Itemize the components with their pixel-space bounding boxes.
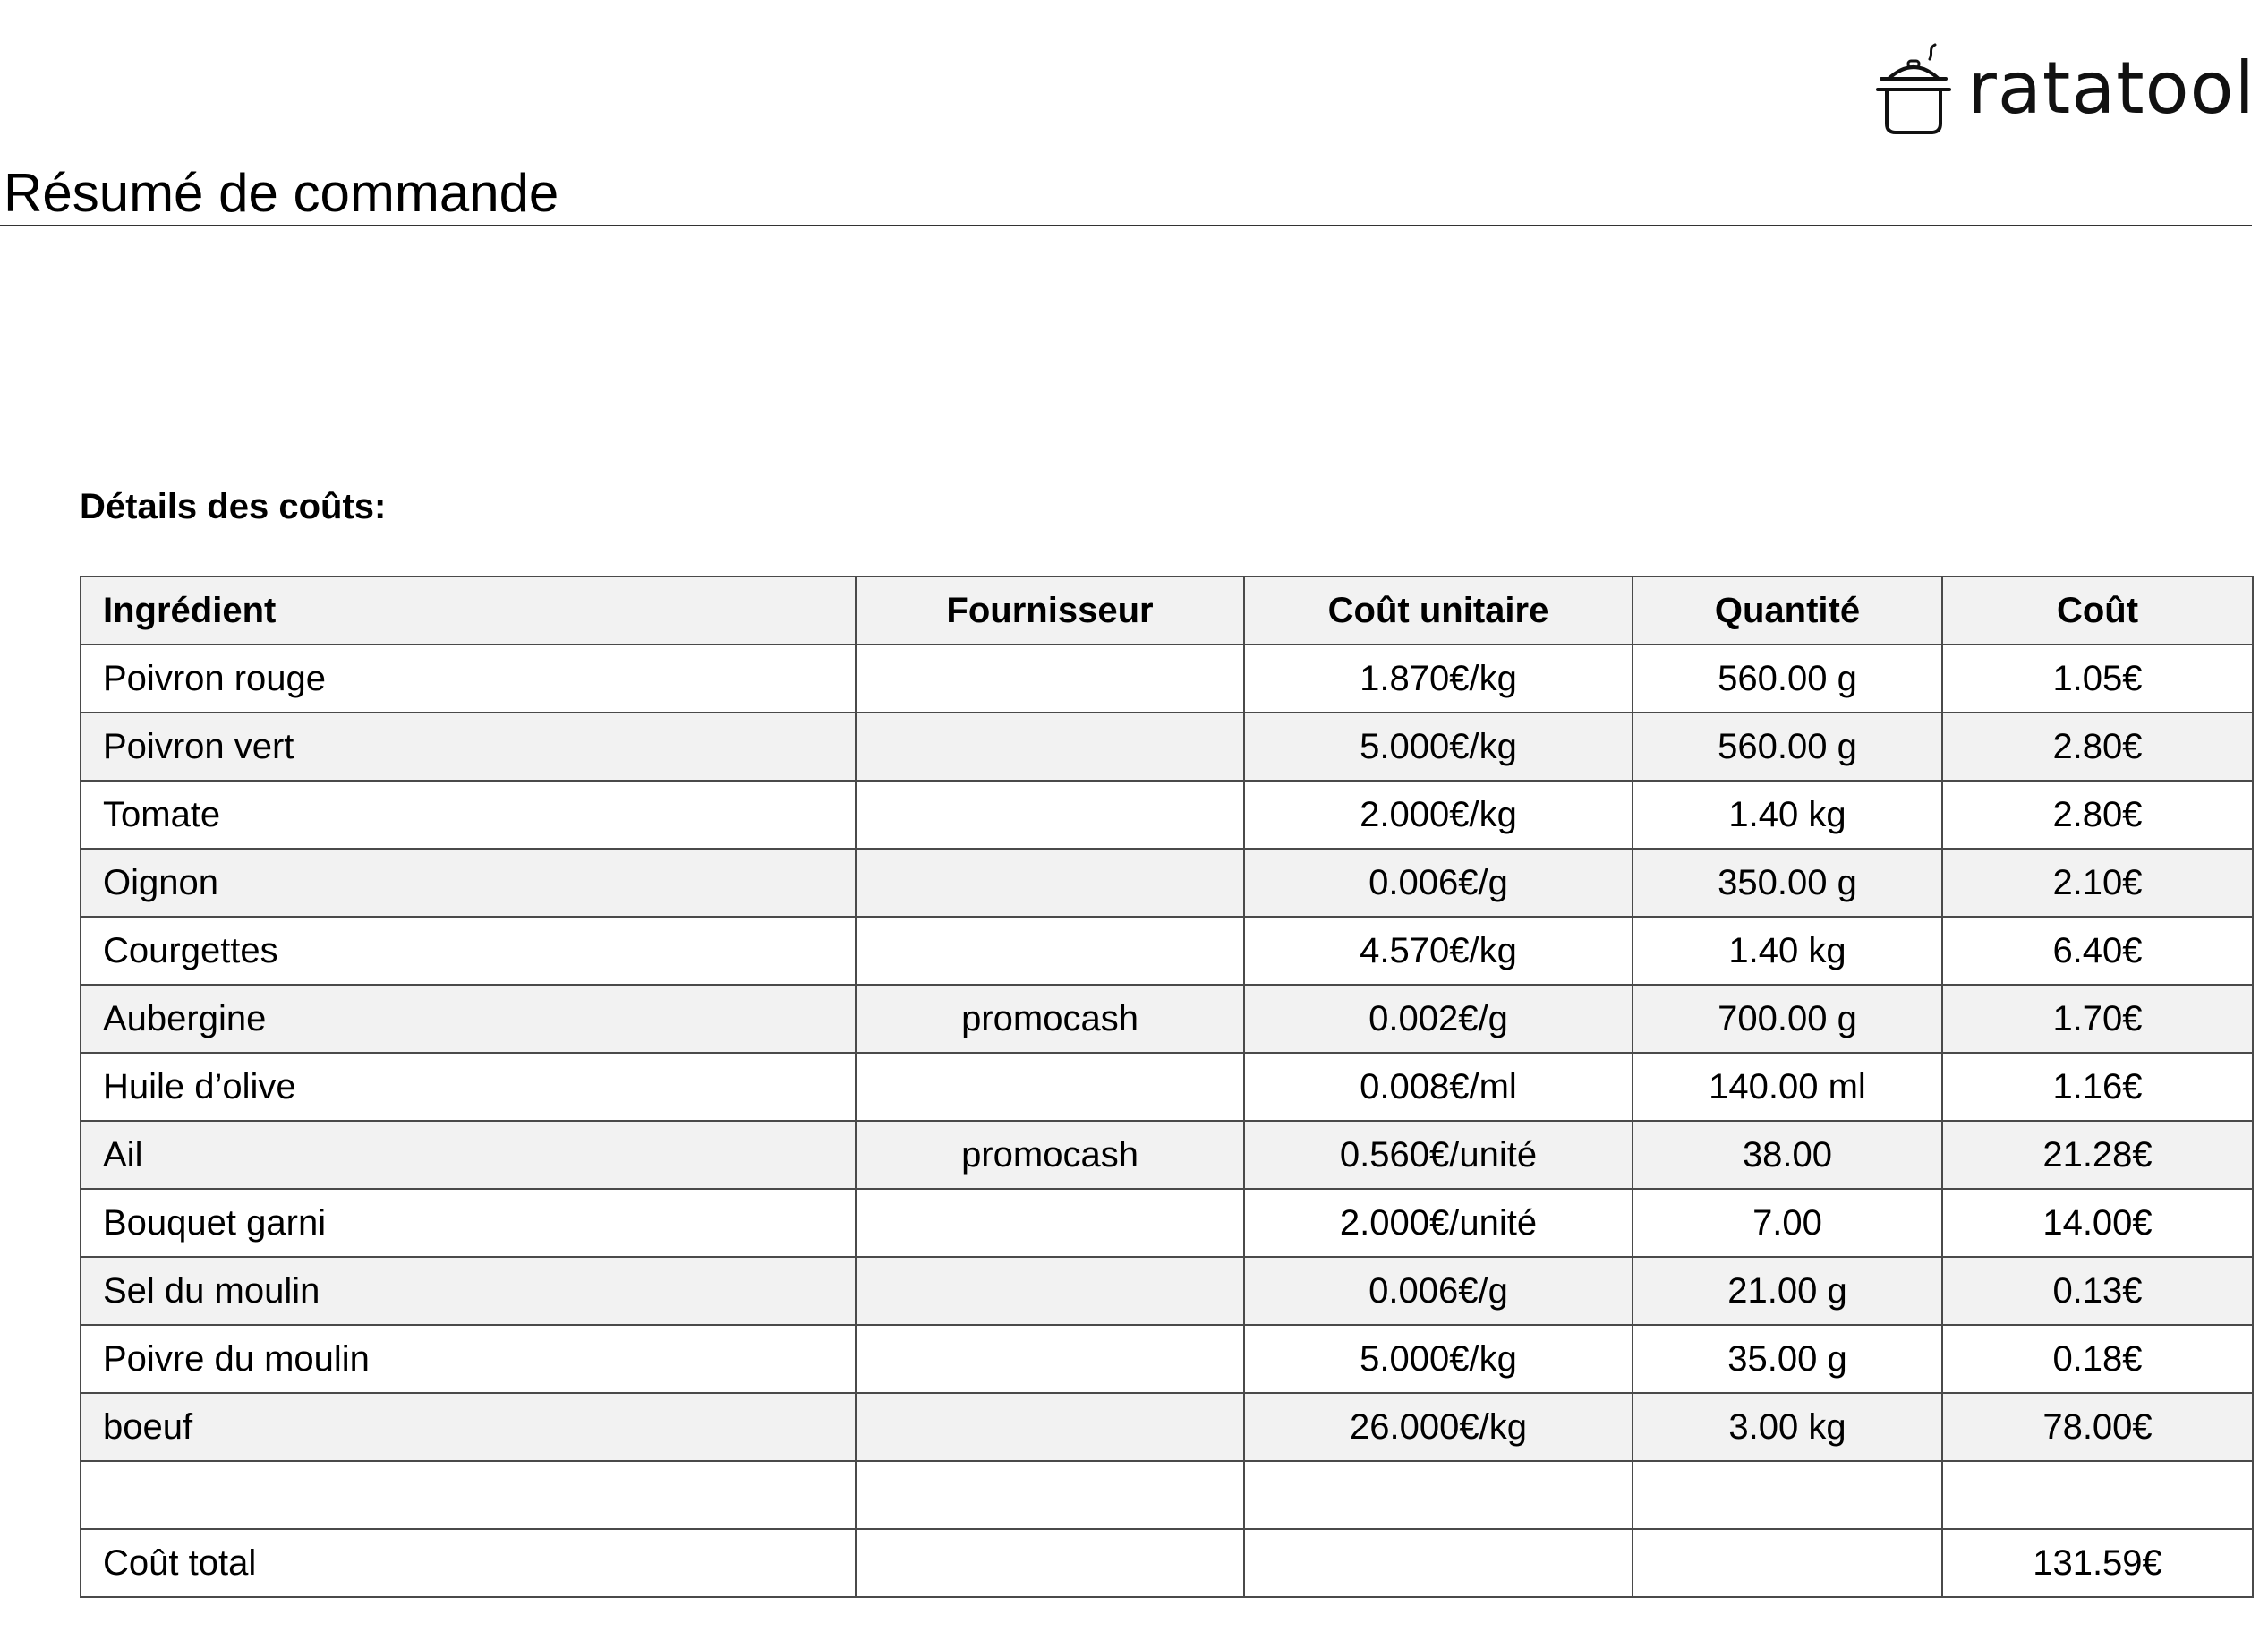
- cell-cost: 1.16€: [1942, 1053, 2253, 1121]
- cell-supplier: [856, 1189, 1244, 1257]
- cell-unit-cost: 2.000€/kg: [1244, 781, 1633, 849]
- table-row: [81, 1189, 2253, 1257]
- total-unit-cost: [1244, 1529, 1633, 1597]
- cell-quantity: 560.00 g: [1633, 645, 1942, 713]
- cell-quantity: 560.00 g: [1633, 713, 1942, 781]
- cell-ingredient: Aubergine: [81, 985, 856, 1053]
- cell-unit-cost: 2.000€/unité: [1244, 1189, 1633, 1257]
- table-spacer-row: [81, 1461, 2253, 1529]
- cell-quantity: 38.00: [1633, 1121, 1942, 1189]
- cell-unit-cost: 5.000€/kg: [1244, 713, 1633, 781]
- table-header-row: [81, 577, 2253, 645]
- cell-cost: 0.18€: [1942, 1325, 2253, 1393]
- cell-supplier: [856, 1053, 1244, 1121]
- header-quantity: Quantité: [1633, 577, 1942, 645]
- cell-unit-cost: 1.870€/kg: [1244, 645, 1633, 713]
- cell-cost: 0.13€: [1942, 1257, 2253, 1325]
- cell-supplier: [856, 917, 1244, 985]
- cooking-pot-icon: [1876, 39, 1951, 138]
- table-cell: [1244, 1461, 1633, 1529]
- cell-supplier: [856, 713, 1244, 781]
- cell-supplier: promocash: [856, 1121, 1244, 1189]
- cell-ingredient: Poivron vert: [81, 713, 856, 781]
- cell-ingredient: Oignon: [81, 849, 856, 917]
- cell-quantity: 1.40 kg: [1633, 917, 1942, 985]
- cell-cost: 2.80€: [1942, 781, 2253, 849]
- cell-supplier: [856, 1325, 1244, 1393]
- table-row: [81, 1325, 2253, 1393]
- cell-ingredient: Tomate: [81, 781, 856, 849]
- table-cell: [1633, 1461, 1942, 1529]
- page-title: Résumé de commande: [4, 163, 559, 223]
- table-row: [81, 849, 2253, 917]
- table-row: [81, 1257, 2253, 1325]
- cell-ingredient: Huile d’olive: [81, 1053, 856, 1121]
- cell-cost: 14.00€: [1942, 1189, 2253, 1257]
- total-row: [81, 1529, 2253, 1597]
- cell-cost: 2.80€: [1942, 713, 2253, 781]
- cell-supplier: [856, 1257, 1244, 1325]
- cell-quantity: 35.00 g: [1633, 1325, 1942, 1393]
- cell-unit-cost: 0.006€/g: [1244, 849, 1633, 917]
- cell-cost: 78.00€: [1942, 1393, 2253, 1461]
- cell-cost: 6.40€: [1942, 917, 2253, 985]
- table-row: [81, 1053, 2253, 1121]
- table-row: [81, 713, 2253, 781]
- section-heading: Détails des coûts:: [80, 487, 387, 526]
- total-supplier: [856, 1529, 1244, 1597]
- cell-unit-cost: 0.560€/unité: [1244, 1121, 1633, 1189]
- header-unit-cost: Coût unitaire: [1244, 577, 1633, 645]
- cell-unit-cost: 5.000€/kg: [1244, 1325, 1633, 1393]
- cell-unit-cost: 0.006€/g: [1244, 1257, 1633, 1325]
- total-quantity: [1633, 1529, 1942, 1597]
- title-divider: [0, 225, 2252, 226]
- cell-quantity: 1.40 kg: [1633, 781, 1942, 849]
- cell-cost: 2.10€: [1942, 849, 2253, 917]
- table-row: [81, 781, 2253, 849]
- cell-quantity: 7.00: [1633, 1189, 1942, 1257]
- total-cost: 131.59€: [1942, 1529, 2253, 1597]
- table-cell: [1942, 1461, 2253, 1529]
- cell-supplier: [856, 781, 1244, 849]
- table-row: [81, 985, 2253, 1053]
- cell-unit-cost: 4.570€/kg: [1244, 917, 1633, 985]
- cell-ingredient: Sel du moulin: [81, 1257, 856, 1325]
- cost-details-table: [80, 576, 2254, 1598]
- brand-name: ratatool: [1967, 47, 2255, 130]
- table-row: [81, 1121, 2253, 1189]
- cell-quantity: 21.00 g: [1633, 1257, 1942, 1325]
- cell-unit-cost: 0.008€/ml: [1244, 1053, 1633, 1121]
- cell-supplier: [856, 849, 1244, 917]
- total-label: Coût total: [81, 1529, 856, 1597]
- table-row: [81, 917, 2253, 985]
- cell-unit-cost: 0.002€/g: [1244, 985, 1633, 1053]
- cell-quantity: 3.00 kg: [1633, 1393, 1942, 1461]
- cell-unit-cost: 26.000€/kg: [1244, 1393, 1633, 1461]
- table-cell: [81, 1461, 856, 1529]
- cell-supplier: [856, 645, 1244, 713]
- cell-supplier: [856, 1393, 1244, 1461]
- header-cost: Coût: [1942, 577, 2253, 645]
- table-cell: [856, 1461, 1244, 1529]
- cell-ingredient: Courgettes: [81, 917, 856, 985]
- cell-ingredient: Poivron rouge: [81, 645, 856, 713]
- table-row: [81, 645, 2253, 713]
- cell-ingredient: Poivre du moulin: [81, 1325, 856, 1393]
- cell-cost: 21.28€: [1942, 1121, 2253, 1189]
- table-row: [81, 1393, 2253, 1461]
- cell-cost: 1.05€: [1942, 645, 2253, 713]
- brand-logo: [1876, 39, 2255, 138]
- cell-ingredient: boeuf: [81, 1393, 856, 1461]
- cell-cost: 1.70€: [1942, 985, 2253, 1053]
- cell-ingredient: Ail: [81, 1121, 856, 1189]
- cell-ingredient: Bouquet garni: [81, 1189, 856, 1257]
- header-supplier: Fournisseur: [856, 577, 1244, 645]
- cell-quantity: 350.00 g: [1633, 849, 1942, 917]
- cell-quantity: 700.00 g: [1633, 985, 1942, 1053]
- cell-supplier: promocash: [856, 985, 1244, 1053]
- cell-quantity: 140.00 ml: [1633, 1053, 1942, 1121]
- header-ingredient: Ingrédient: [81, 577, 856, 645]
